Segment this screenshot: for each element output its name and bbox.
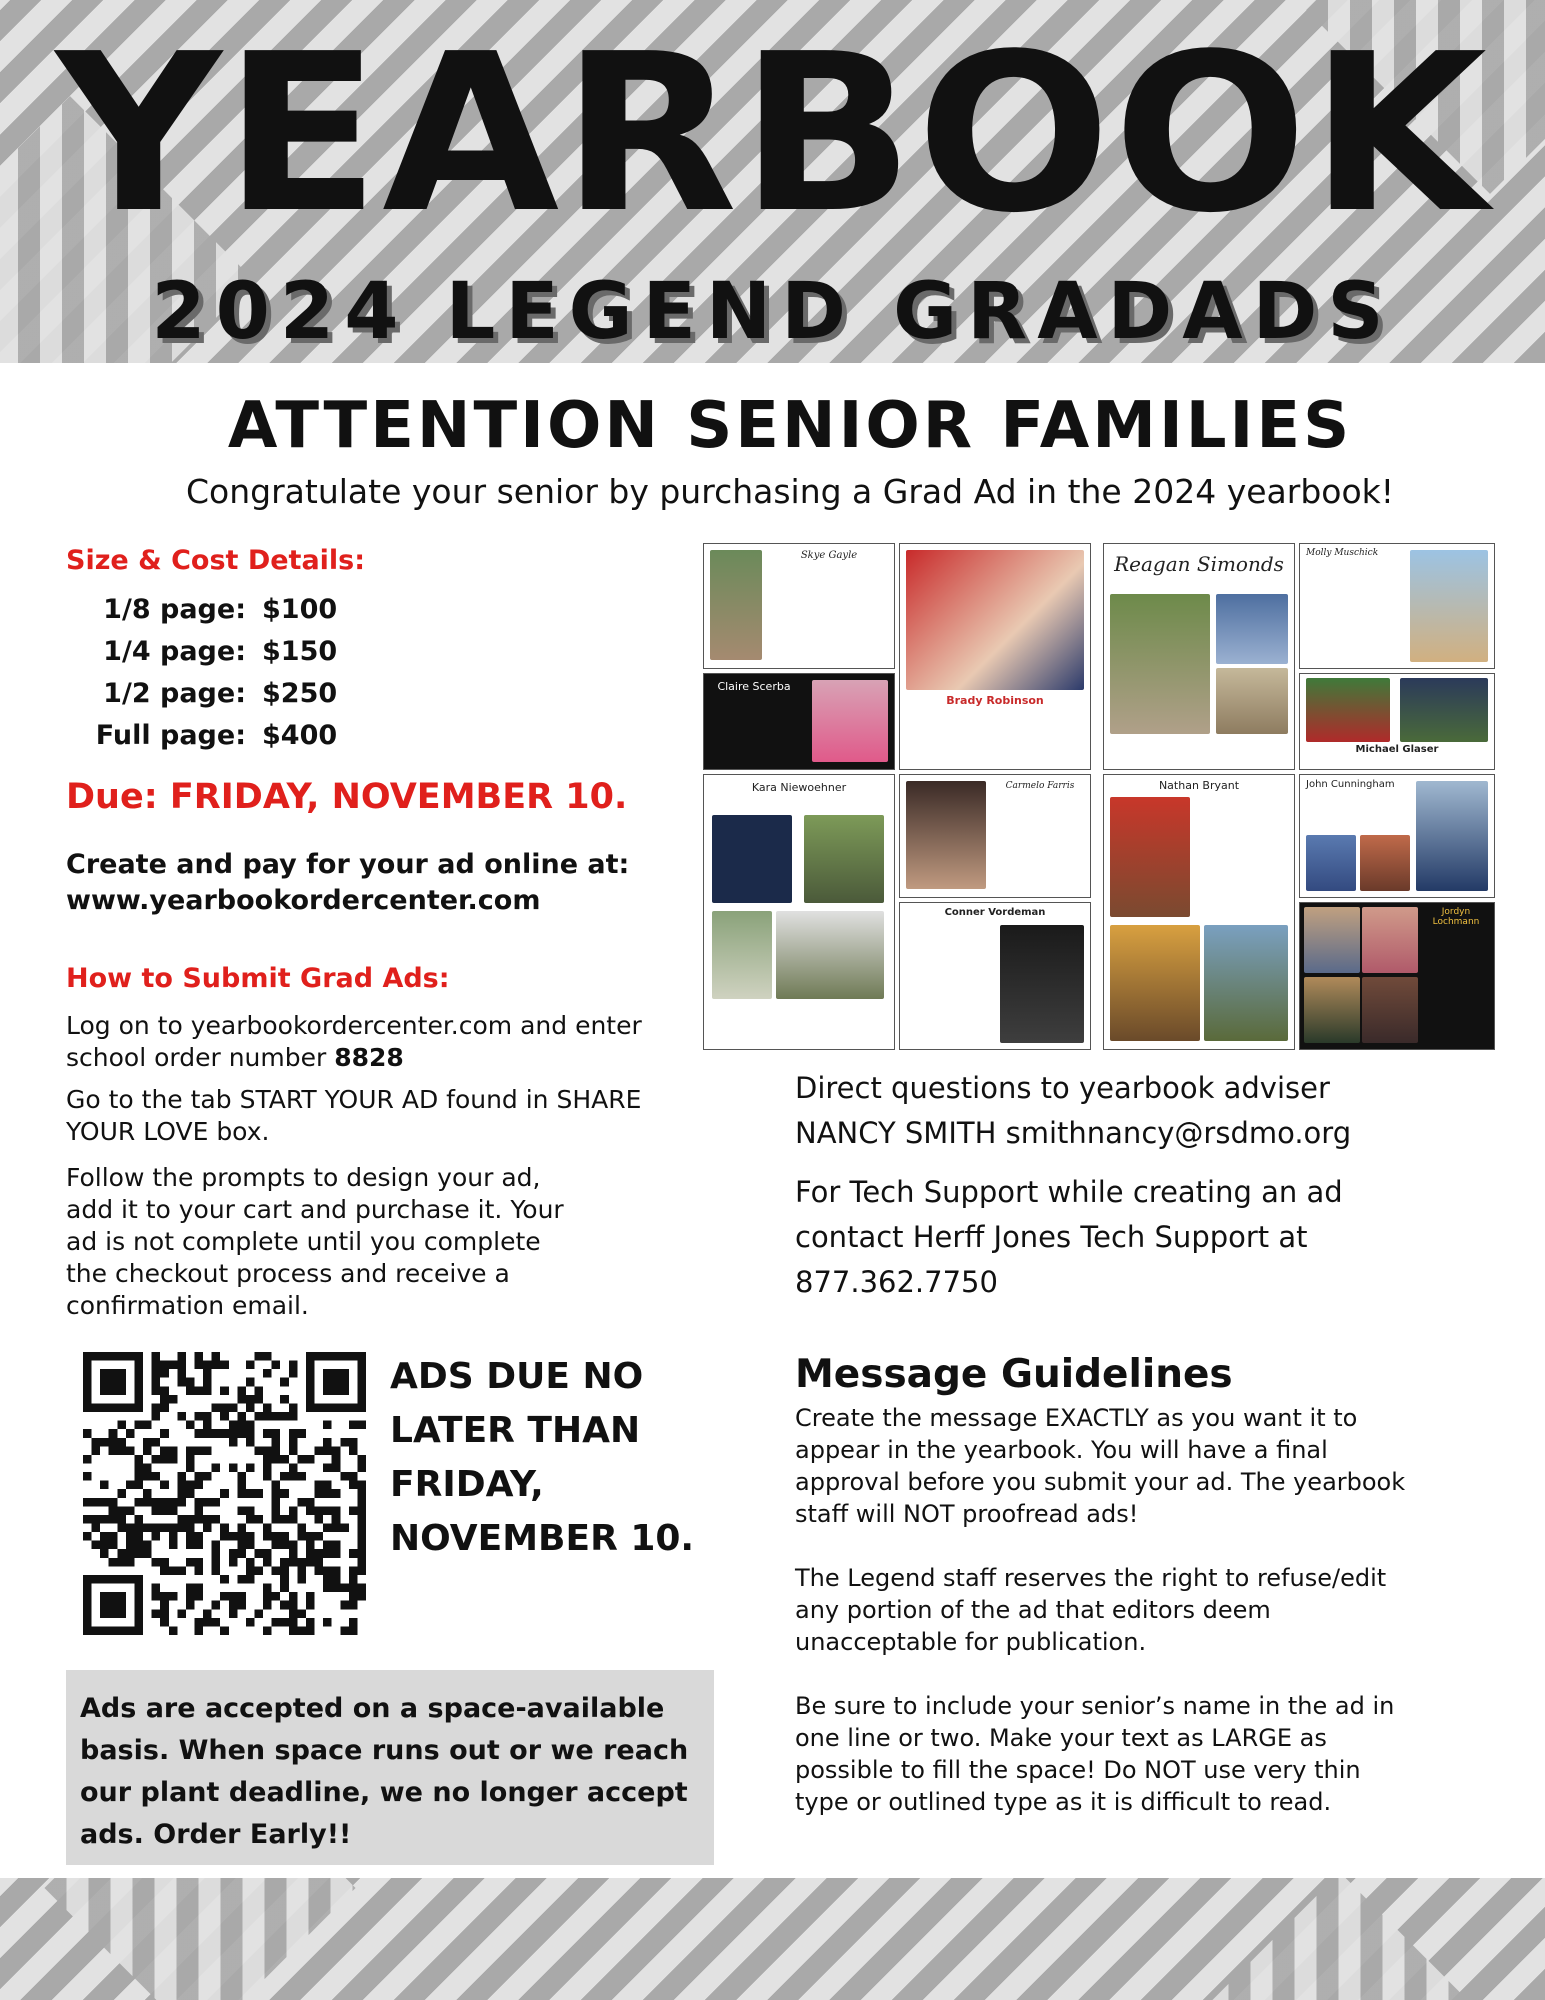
sample-ad-name: Claire Scerba: [717, 680, 791, 693]
tech-line: contact Herff Jones Tech Support at: [795, 1220, 1308, 1254]
sample-ad: [1299, 902, 1495, 1050]
space-notice-text: Ads are accepted on a space-available basis. When space runs out or we reach our plant deadline, we no longer accept ads. Order Early!!: [80, 1693, 689, 1850]
footer-banner: [0, 1878, 1545, 2000]
price-value: $100: [262, 594, 338, 625]
order-number: 8828: [334, 1043, 404, 1072]
sample-ads-collage: [703, 543, 1493, 1048]
step-1-line: [66, 1042, 642, 1074]
sample-ad-script-name: Carmelo Farris: [1005, 781, 1075, 791]
sample-ad-script-name: Skye Gayle: [800, 550, 858, 561]
sample-ad: [899, 902, 1091, 1050]
step-2: [66, 1084, 641, 1148]
sample-ad: [1299, 673, 1495, 770]
step-2-line: YOUR LOVE box.: [66, 1117, 270, 1146]
sample-ad: [1103, 543, 1295, 770]
price-size: 1/8 page:: [103, 594, 246, 625]
attention-headline: ATTENTION SENIOR FAMILIES: [227, 389, 1353, 463]
step-1: [66, 1010, 642, 1074]
sample-ad-name: Kara Niewoehner: [751, 781, 847, 794]
space-notice-box: [66, 1670, 714, 1865]
ads-due-line: LATER THAN: [390, 1410, 641, 1451]
step-1-line: Log on to yearbookordercenter.com and enter: [66, 1011, 642, 1040]
sample-ad: [899, 543, 1091, 770]
sample-ad: [703, 673, 895, 770]
due-date: Due: FRIDAY, NOVEMBER 10.: [66, 777, 628, 817]
price-value: $150: [262, 636, 338, 667]
sample-ad: [703, 774, 895, 1050]
price-value: $250: [262, 678, 338, 709]
ads-due-notice: [390, 1350, 710, 1566]
how-to-heading: How to Submit Grad Ads:: [66, 963, 450, 994]
price-size: 1/2 page:: [103, 678, 246, 709]
tech-phone[interactable]: 877.362.7750: [795, 1265, 998, 1299]
price-size: 1/4 page:: [103, 636, 246, 667]
tagline: Congratulate your senior by purchasing a Grad Ad in the 2024 yearbook!: [186, 472, 1394, 511]
size-cost-heading: Size & Cost Details:: [66, 545, 366, 576]
sample-ad: [1299, 543, 1495, 669]
sample-ad-script-name: Reagan Simonds: [1114, 552, 1284, 576]
step-2-line: Go to the tab START YOUR AD found in SHARE: [66, 1085, 642, 1114]
guidelines-heading: Message Guidelines: [795, 1352, 1233, 1397]
tech-support: [795, 1170, 1343, 1305]
tech-line: For Tech Support while creating an ad: [795, 1175, 1343, 1209]
guideline-paragraph: Create the message EXACTLY as you want it to appear in the yearbook. You will have a final approval before you submit your ad. The yearbook staff will NOT proofread ads!: [795, 1404, 1406, 1528]
qr-code[interactable]: [83, 1352, 366, 1635]
step-3-line: the checkout process and receive a: [66, 1259, 510, 1288]
online-line: Create and pay for your ad online at:: [66, 849, 630, 880]
step-1-text: school order number: [66, 1043, 335, 1072]
ads-due-line: FRIDAY,: [390, 1464, 544, 1505]
order-website[interactable]: www.yearbookordercenter.com: [66, 885, 541, 916]
adviser-contact: [795, 1066, 1351, 1156]
header-banner: [0, 0, 1545, 363]
yearbook-title: YEARBOOK: [55, 8, 1490, 261]
step-3-line: ad is not complete until you complete: [66, 1227, 541, 1256]
guidelines-body: [795, 1402, 1415, 1850]
gradads-subtitle: 2024 LEGEND GRADADS: [151, 267, 1394, 357]
guideline-paragraph: Be sure to include your senior’s name in the ad in one line or two. Make your text as LARGE as possible to fill the space! Do NOT use very thin type or outlined type as it is difficult to read.: [795, 1692, 1395, 1816]
contact-line: Direct questions to yearbook adviser: [795, 1071, 1330, 1105]
sample-ad-name: Nathan Bryant: [1158, 779, 1240, 792]
sample-ad-name: Michael Glaser: [1355, 744, 1439, 755]
sample-ad: [1103, 774, 1295, 1050]
sample-ad-name: Conner Vordeman: [944, 907, 1046, 918]
sample-ad: [899, 774, 1091, 898]
sample-ad-name: Jordyn Lochmann: [1432, 907, 1480, 927]
ads-due-line: NOVEMBER 10.: [390, 1518, 695, 1559]
sample-ad-name: John Cunningham: [1306, 779, 1395, 790]
sample-ad: [703, 543, 895, 669]
step-3-line: Follow the prompts to design your ad,: [66, 1163, 541, 1192]
guideline-paragraph: The Legend staff reserves the right to refuse/edit any portion of the ad that editors deem unacceptable for publication.: [795, 1564, 1387, 1656]
sample-ad-name: Brady Robinson: [946, 694, 1044, 707]
ads-due-line: ADS DUE NO: [390, 1356, 644, 1397]
step-3-line: confirmation email.: [66, 1291, 309, 1320]
step-3-line: add it to your cart and purchase it. Your: [66, 1195, 564, 1224]
step-3: [66, 1162, 564, 1322]
price-size: Full page:: [95, 720, 246, 751]
sample-ad: [1299, 774, 1495, 898]
price-value: $400: [262, 720, 338, 751]
sample-ad-script-name: Molly Muschick: [1306, 548, 1379, 558]
adviser-email[interactable]: NANCY SMITH smithnancy@rsdmo.org: [795, 1116, 1352, 1150]
